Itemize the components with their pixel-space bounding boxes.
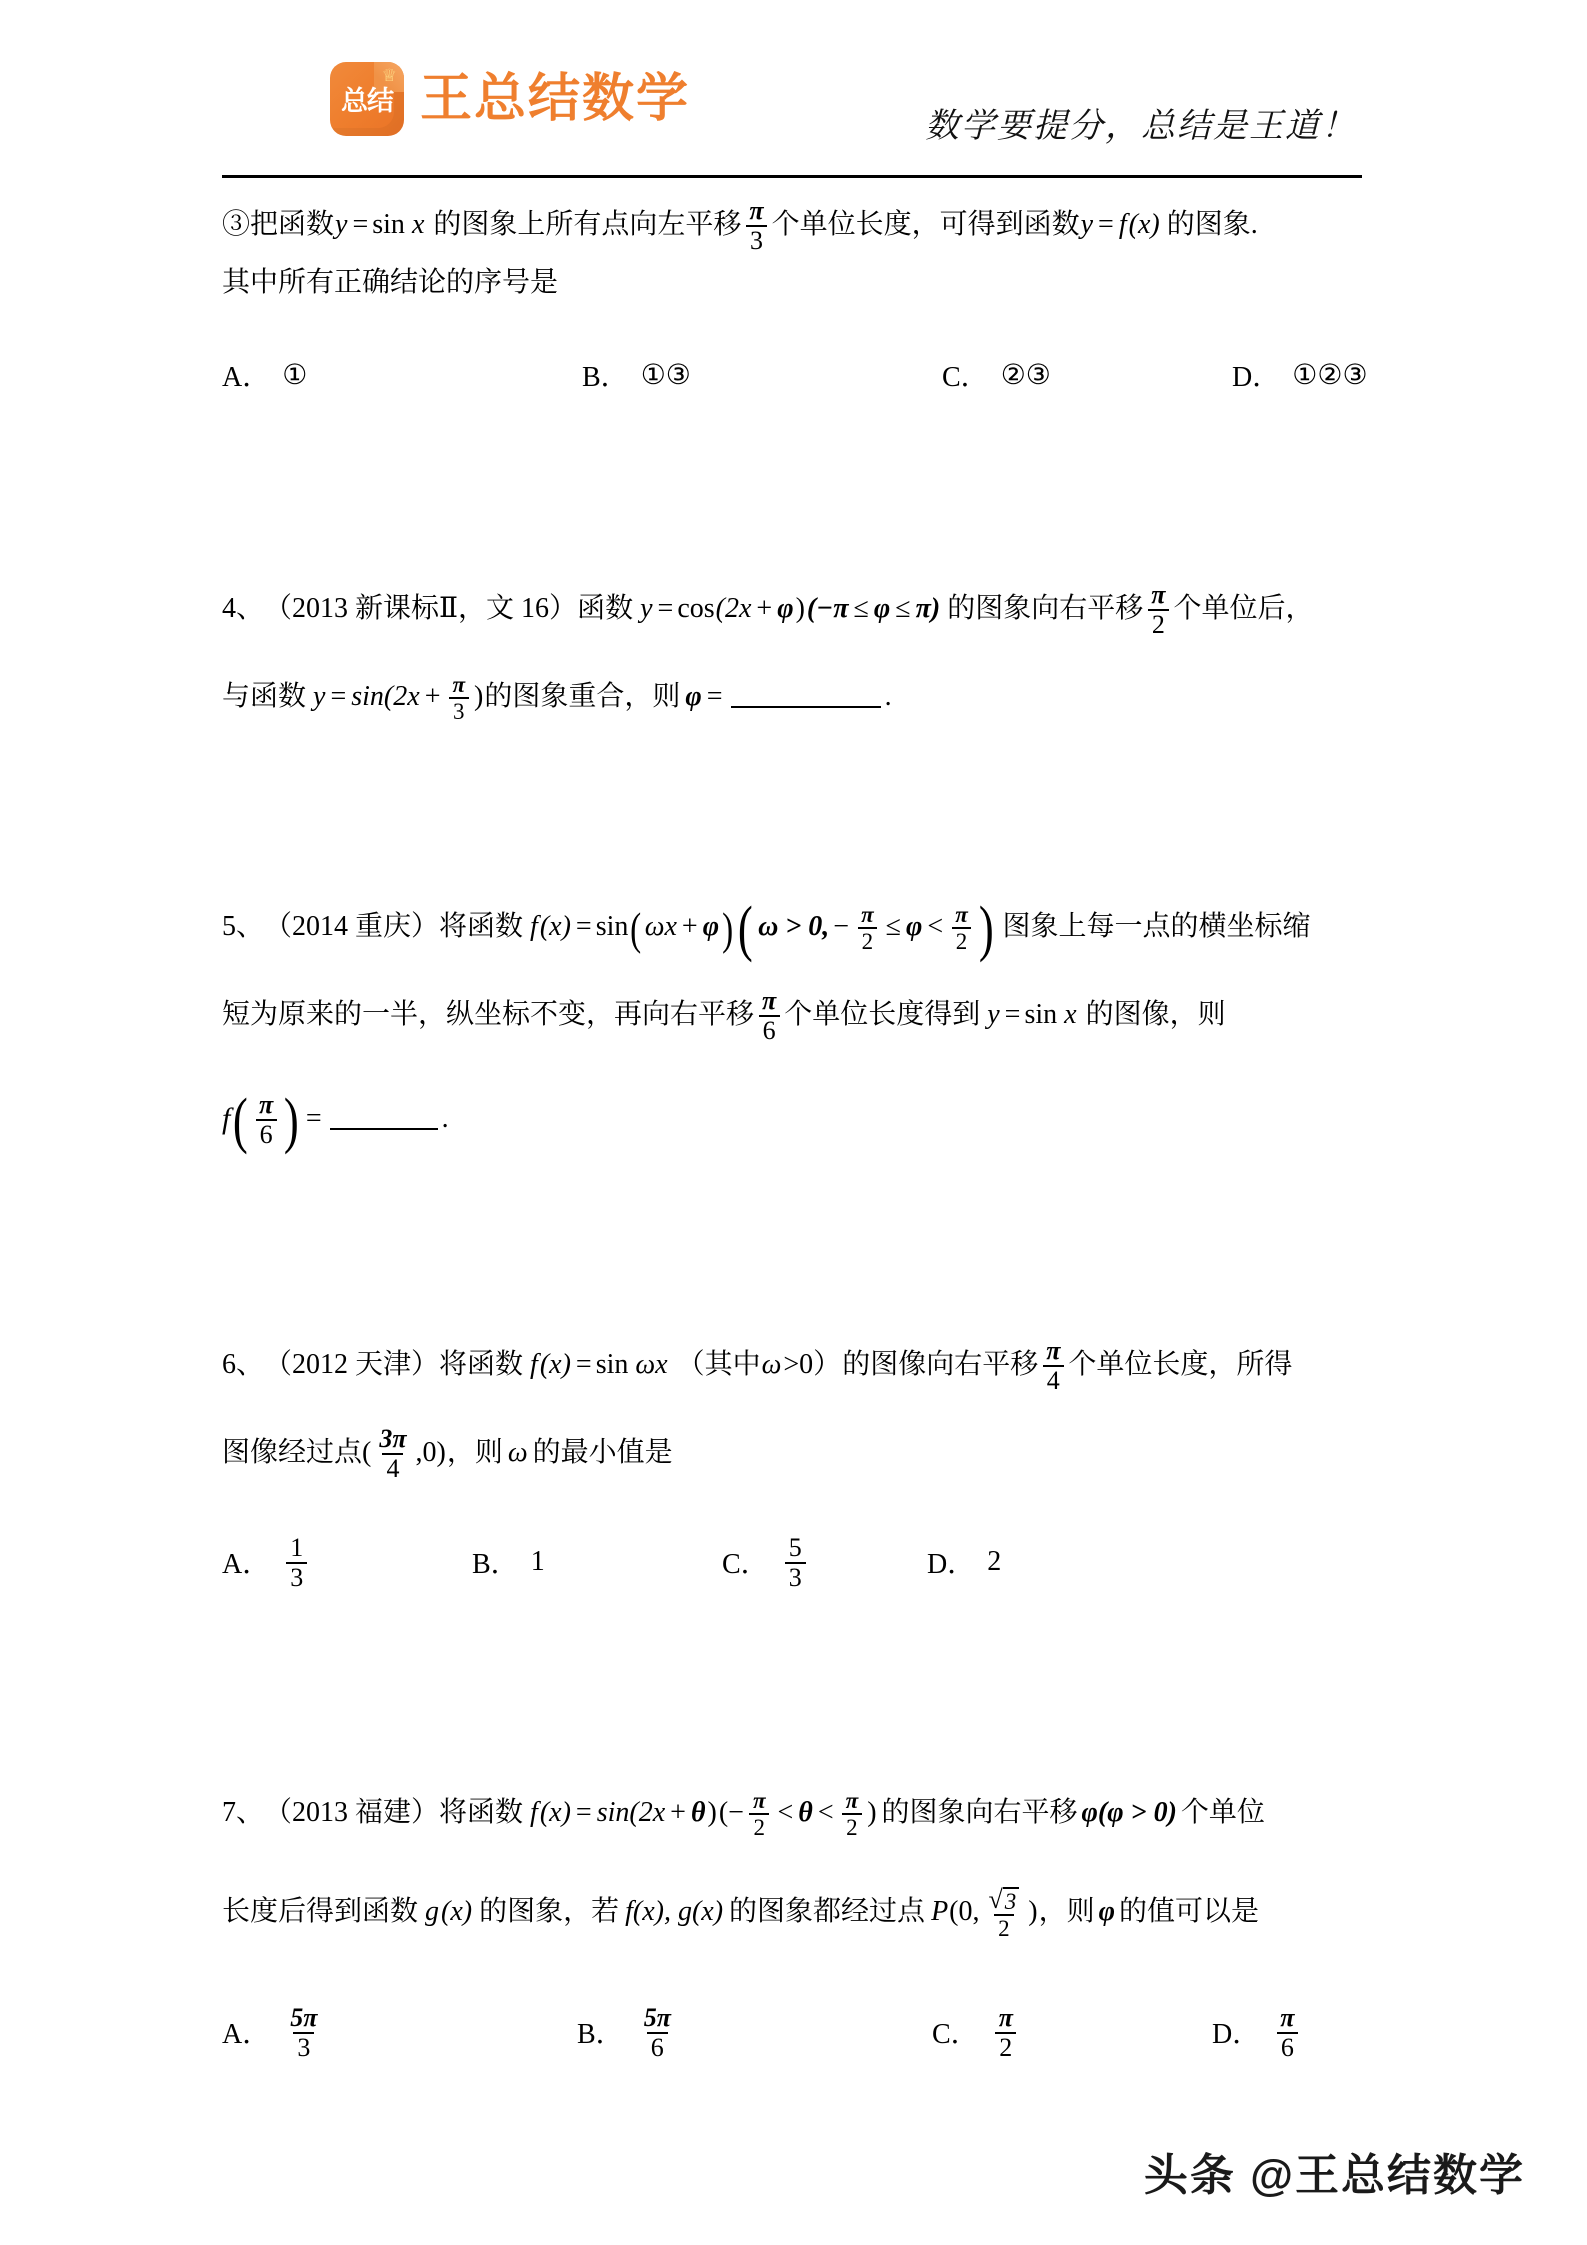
q6-choice-a-label: A．	[222, 1549, 271, 1580]
q5-l2-fraction-pi-over-6	[758, 988, 780, 1044]
q5-phi: φ	[702, 911, 720, 943]
q4-l2-close-paren: )	[474, 681, 484, 713]
q6-l2-frac-denominator: 4	[382, 1453, 403, 1482]
spacer	[222, 520, 1372, 580]
q7-l2-text-1: 长度后得到函数	[222, 1896, 419, 1928]
spacer	[222, 726, 1372, 838]
q3-frac-numerator: π	[749, 196, 764, 225]
q7-choice-b-denominator: 6	[647, 2032, 668, 2061]
q4-text-3: 个单位后，	[1173, 593, 1314, 625]
q5-l3-period: .	[441, 1103, 449, 1135]
q5-source: （2014 重庆）	[264, 911, 440, 943]
q7-theta: θ	[690, 1797, 706, 1829]
brand-lockup	[330, 62, 690, 136]
q4-l2-equals-2: =	[706, 681, 723, 713]
q7-range-frac1-numerator: π	[752, 1788, 766, 1813]
q7-choice-a-fraction	[286, 2005, 321, 2061]
q6-gt-zero: >0）	[783, 1349, 842, 1381]
q5-l3-fraction-pi-over-6	[255, 1092, 277, 1148]
question-4-statement-line-1	[222, 580, 1372, 638]
question-7-choices	[222, 1982, 1372, 2082]
question-5-statement-line-1	[222, 894, 1372, 963]
q5-l2-var-y: y	[987, 999, 1000, 1031]
q7-choice-d-denominator: 6	[1277, 2032, 1298, 2061]
q4-l2-text-2: 的图象重合，则	[484, 681, 681, 713]
q6-func-f: f	[530, 1349, 538, 1381]
q7-choice-a[interactable]	[222, 2004, 577, 2060]
brand-logo-icon	[330, 62, 404, 136]
spacer	[222, 1952, 1372, 1982]
q4-range-open: (−π	[806, 593, 849, 625]
q4-le-2: ≤	[895, 593, 911, 625]
q3-text-c: 个单位长度，可得到函数	[771, 209, 1080, 241]
q5-l2-frac-denominator: 6	[759, 1015, 780, 1044]
q5-cond-close-paren: )	[978, 894, 994, 963]
q5-cond-lt: <	[927, 911, 944, 943]
q7-equals: =	[575, 1797, 592, 1829]
q3-text-d: 的图象.	[1166, 209, 1258, 241]
q7-l2-text-3: 的图象都经过点	[729, 1896, 926, 1928]
q5-cond-frac1-denominator: 2	[858, 927, 878, 953]
q5-plus: +	[681, 911, 698, 943]
q3-sin: sin	[372, 209, 405, 241]
q6-l2-text-1: 图像经过点	[222, 1437, 363, 1469]
q7-l2-point-close: )	[1028, 1896, 1038, 1928]
q3-equals-2: =	[1098, 209, 1114, 241]
tagline: 数学要提分，总结是王道！	[925, 108, 1357, 145]
spacer	[222, 1724, 1372, 1784]
q6-frac-numerator: π	[1046, 1336, 1061, 1365]
logo-badge-label: 总结	[341, 85, 393, 116]
q7-l2-text-2: 的图象，若	[479, 1896, 620, 1928]
q6-choice-d-value: 2	[987, 1546, 1002, 1577]
q7-lt-1: <	[777, 1797, 794, 1829]
q5-l2-text-1: 短为原来的一半，纵坐标不变，再向右平移	[222, 999, 755, 1031]
q5-number: 5、	[222, 911, 265, 943]
q5-equals: =	[575, 911, 592, 943]
q5-answer-blank[interactable]	[330, 1108, 438, 1130]
q6-frac-denominator: 4	[1043, 1365, 1064, 1394]
watermark: 头条 @王总结数学	[1143, 2151, 1525, 2200]
q4-plus: +	[756, 593, 773, 625]
q7-choice-c[interactable]	[932, 2004, 1212, 2060]
q7-range-frac2-denominator: 2	[842, 1813, 862, 1839]
q5-arg-open-paren: (	[630, 902, 642, 954]
questions-container	[222, 196, 1372, 2082]
q6-text-2: 的图像向右平移	[842, 1349, 1039, 1381]
q7-range-frac1-denominator: 2	[749, 1813, 769, 1839]
q5-cond-frac1-numerator: π	[861, 902, 874, 927]
q7-sin: sin(2x	[596, 1797, 666, 1829]
q7-range-close: )	[867, 1797, 877, 1829]
q4-range-close: π)	[915, 593, 941, 625]
q4-l2-equals: =	[330, 681, 347, 713]
q7-l2-text-5: 的值可以是	[1119, 1896, 1260, 1928]
q7-plus: +	[670, 1797, 686, 1829]
q6-source: （2012 天津）	[264, 1349, 440, 1381]
q7-choice-b-fraction	[640, 2005, 675, 2061]
q3-choice-b-value: ①③	[640, 360, 691, 391]
q7-lt-2: <	[817, 1797, 834, 1829]
q7-l2-point-P: P	[931, 1896, 949, 1928]
q4-equals: =	[657, 593, 674, 625]
q7-choice-a-label: A．	[222, 2019, 271, 2050]
question-3-choices	[222, 342, 1372, 408]
q3-text-a: ③把函数	[222, 209, 335, 241]
question-3-statement-line-2	[222, 254, 1372, 312]
q4-answer-blank[interactable]	[731, 686, 881, 708]
q7-l2-numerator-sqrt3	[985, 1884, 1024, 1914]
spacer	[222, 1164, 1372, 1276]
q3-choice-d[interactable]	[1232, 355, 1368, 395]
question-7-statement-line-2	[222, 1872, 1372, 1952]
q6-l2-text-3: 的最小值是	[532, 1437, 673, 1469]
q3-equals: =	[352, 209, 369, 241]
q4-l2-phi: φ	[685, 681, 702, 713]
q7-choice-c-denominator: 2	[995, 2032, 1016, 2061]
q7-text-1: 将函数	[439, 1797, 524, 1829]
q5-text-1: 将函数	[439, 911, 524, 943]
q4-cos: cos	[677, 593, 715, 625]
q6-choice-c[interactable]	[722, 1534, 927, 1590]
q3-text-line2: 其中所有正确结论的序号是	[222, 267, 559, 299]
q4-l2-period: .	[884, 681, 892, 713]
q7-close-paren: )	[707, 1797, 717, 1829]
q7-l2-point-open: (0,	[949, 1896, 980, 1928]
question-6-statement-line-2	[222, 1424, 1372, 1482]
q6-choice-b-value: 1	[530, 1546, 545, 1577]
q7-l2-phi: φ	[1098, 1896, 1116, 1928]
q6-choice-b-label: B．	[472, 1549, 519, 1580]
q6-choice-b[interactable]	[472, 1542, 722, 1582]
q6-l2-fraction-3pi-over-4	[375, 1426, 410, 1482]
question-7-statement-line-1	[222, 1784, 1372, 1842]
q6-choice-a-denominator: 3	[286, 1562, 307, 1591]
q4-cos-arg: (2x	[715, 593, 752, 625]
page-header	[225, 62, 1365, 158]
crown-icon: ♕	[381, 66, 397, 85]
brand-name: 王总结数学	[420, 70, 691, 128]
q5-text-2: 图象上每一点的横坐标缩	[1002, 911, 1311, 943]
q4-l2-fraction-pi-over-3	[448, 673, 469, 723]
q5-cond-frac2-numerator: π	[955, 902, 968, 927]
q3-func-f: f	[1118, 209, 1127, 241]
q7-choice-c-numerator: π	[998, 2003, 1013, 2032]
q7-phi-condition: φ(φ > 0)	[1081, 1797, 1177, 1829]
q3-choice-c[interactable]	[942, 355, 1232, 395]
spacer	[222, 838, 1372, 898]
q4-source: （2013 新课标Ⅱ，文 16）	[264, 593, 578, 625]
q4-l2-frac-denominator: 3	[449, 697, 469, 723]
q3-frac-denominator: 3	[746, 225, 767, 254]
q6-text-1: 将函数	[439, 1349, 524, 1381]
q5-arg-close-paren: )	[722, 902, 734, 954]
q4-var-y: y	[640, 593, 653, 625]
q6-equals: =	[575, 1349, 592, 1381]
q3-choice-a-value: ①	[282, 360, 308, 391]
q4-l2-text-1: 与函数	[222, 681, 307, 713]
q7-choice-d-numerator: π	[1280, 2003, 1295, 2032]
sqrt-icon	[988, 1884, 1020, 1914]
q4-text-1: 函数	[577, 593, 634, 625]
q6-choice-a-fraction	[286, 1535, 307, 1591]
q5-l3-equals: =	[305, 1103, 322, 1135]
q4-frac-denominator: 2	[1148, 609, 1169, 638]
q5-l2-sin: sin	[1024, 999, 1058, 1031]
q3-fraction-pi-over-3	[745, 198, 767, 254]
q5-cond-omega: ω > 0,	[758, 911, 830, 943]
q4-close-paren: )	[795, 593, 805, 625]
q3-choice-b[interactable]	[582, 355, 942, 395]
q7-range-frac2-numerator: π	[845, 1788, 859, 1813]
q7-choice-d-fraction	[1276, 2005, 1298, 2061]
q5-func-f: f	[530, 911, 538, 943]
q6-choice-a[interactable]	[222, 1534, 472, 1590]
q3-var-y2: y	[1080, 209, 1094, 241]
q5-l2-equals: =	[1004, 999, 1021, 1031]
q5-l3-frac-denominator: 6	[256, 1119, 277, 1148]
q5-l3-open-paren: (	[233, 1086, 249, 1155]
q7-choice-d[interactable]	[1212, 2004, 1302, 2060]
q5-cond-frac2-denominator: 2	[952, 927, 972, 953]
q3-func-arg: (x)	[1128, 209, 1160, 241]
q4-number: 4、	[222, 593, 265, 625]
spacer	[222, 1276, 1372, 1336]
q4-le-1: ≤	[853, 593, 869, 625]
q5-cond-le: ≤	[885, 911, 902, 943]
q5-cond-phi: φ	[906, 911, 923, 943]
q6-l2-frac-numerator: 3π	[379, 1424, 407, 1453]
q7-choice-a-numerator: 5π	[290, 2003, 318, 2032]
q5-cond-fraction-pi-over-2-lower	[857, 903, 878, 953]
spacer	[222, 1842, 1372, 1872]
q6-func-arg: (x)	[539, 1349, 571, 1381]
q6-cond-open: （其中	[676, 1349, 761, 1381]
q4-text-2: 的图象向右平移	[947, 593, 1144, 625]
q3-choice-d-value: ①②③	[1292, 360, 1368, 391]
q6-l2-omega: ω	[507, 1437, 528, 1469]
q7-choice-b[interactable]	[577, 2004, 932, 2060]
q7-l2-functions: f(x), g(x)	[625, 1896, 724, 1928]
q7-choice-b-label: B．	[577, 2019, 624, 2050]
q5-l3-func-f: f	[222, 1102, 231, 1136]
q6-sin: sin	[595, 1349, 629, 1381]
q6-omega: ω	[761, 1349, 782, 1381]
q5-l3-close-paren: )	[284, 1086, 299, 1155]
q3-choice-a-label: A．	[222, 362, 271, 393]
q4-l2-frac-numerator: π	[452, 672, 466, 697]
q3-choice-a[interactable]	[222, 355, 582, 395]
q3-choice-b-label: B．	[582, 362, 629, 393]
q5-func-arg: (x)	[539, 911, 571, 943]
q5-l3-frac-numerator: π	[259, 1090, 274, 1119]
q5-l2-text-3: 的图像，则	[1085, 999, 1226, 1031]
q4-l2-sin: sin(2x	[351, 681, 420, 713]
question-5-statement-line-2	[222, 986, 1372, 1044]
spacer	[222, 956, 1372, 986]
q6-l2-open-paren: (	[362, 1437, 372, 1469]
q7-radical-sign: √	[988, 1884, 1003, 1914]
q3-var-x: x	[411, 209, 425, 241]
q7-radicand: 3	[1003, 1887, 1020, 1913]
spacer	[222, 1482, 1372, 1512]
q4-phi: φ	[777, 593, 794, 625]
q6-fraction-pi-over-4	[1042, 1338, 1064, 1394]
q3-choice-d-label: D．	[1232, 362, 1281, 393]
q3-choice-c-value: ②③	[1000, 360, 1051, 391]
question-5-statement-line-3	[222, 1074, 1372, 1164]
question-6-statement-line-1	[222, 1336, 1372, 1394]
q7-number: 7、	[222, 1797, 265, 1829]
q7-choice-c-fraction	[995, 2005, 1017, 2061]
q5-l2-frac-numerator: π	[762, 986, 777, 1015]
q7-choice-a-denominator: 3	[293, 2032, 314, 2061]
question-4-statement-line-2	[222, 668, 1372, 726]
q6-l2-zero-coord: ,0)	[415, 1437, 446, 1469]
q6-l2-text-2: ，则	[446, 1437, 503, 1469]
q5-cond-fraction-pi-over-2-upper	[951, 903, 972, 953]
question-3-statement-line-1	[222, 196, 1372, 254]
q3-choice-c-label: C．	[942, 362, 989, 393]
q6-omega-x: ωx	[635, 1349, 668, 1381]
q4-fraction-pi-over-2	[1147, 582, 1169, 638]
q7-l2-func-g: g	[425, 1896, 440, 1928]
q6-choice-c-numerator: 5	[788, 1533, 802, 1562]
spacer	[222, 1612, 1372, 1724]
q7-choice-c-label: C．	[932, 2019, 979, 2050]
q7-range-fraction-upper	[842, 1789, 863, 1839]
q6-text-3: 个单位长度，所得	[1068, 1349, 1293, 1381]
q7-theta-2: θ	[798, 1797, 813, 1829]
header-divider	[222, 175, 1362, 178]
q3-text-b: 的图象上所有点向左平移	[433, 209, 742, 241]
q5-cond-minus: −	[833, 911, 850, 943]
q7-l2-denominator: 2	[994, 1914, 1014, 1940]
q6-choice-d-label: D．	[927, 1549, 976, 1580]
q7-text-2: 的图象向右平移	[881, 1797, 1078, 1829]
q5-cond-open-paren: (	[738, 894, 754, 963]
q4-range-phi: φ	[873, 593, 891, 625]
q4-l2-var-y: y	[313, 681, 326, 713]
q6-choice-d[interactable]	[927, 1542, 1001, 1582]
q7-source: （2013 福建）	[264, 1797, 440, 1829]
q6-choice-c-label: C．	[722, 1549, 769, 1580]
q7-l2-func-g-arg: (x)	[441, 1896, 473, 1928]
spacer	[222, 408, 1372, 520]
spacer	[222, 638, 1372, 668]
q6-choice-c-denominator: 3	[785, 1562, 806, 1591]
q5-l2-var-x: x	[1064, 999, 1077, 1031]
q5-omega-x: ωx	[644, 911, 677, 943]
q6-choice-c-fraction	[785, 1535, 806, 1591]
q4-l2-plus: +	[424, 681, 441, 713]
q3-var-y: y	[335, 209, 348, 241]
question-6-choices	[222, 1512, 1372, 1612]
q7-range-fraction-lower	[749, 1789, 770, 1839]
q7-l2-text-4: ，则	[1038, 1896, 1095, 1928]
spacer	[222, 1044, 1372, 1074]
spacer	[222, 312, 1372, 342]
q7-choice-b-numerator: 5π	[643, 2003, 671, 2032]
q7-choice-d-label: D．	[1212, 2019, 1261, 2050]
spacer	[222, 1394, 1372, 1424]
q6-number: 6、	[222, 1349, 265, 1381]
q5-sin: sin	[595, 911, 629, 943]
q6-choice-a-numerator: 1	[290, 1533, 304, 1562]
q7-text-3: 个单位	[1180, 1797, 1265, 1829]
q7-l2-fraction-sqrt3-over-2	[985, 1884, 1024, 1941]
q7-func-f: f	[530, 1797, 538, 1829]
q7-func-arg: (x)	[539, 1797, 571, 1829]
q7-range-open: (−	[718, 1797, 744, 1829]
q5-l2-text-2: 个单位长度得到	[784, 999, 981, 1031]
q4-frac-numerator: π	[1151, 580, 1166, 609]
